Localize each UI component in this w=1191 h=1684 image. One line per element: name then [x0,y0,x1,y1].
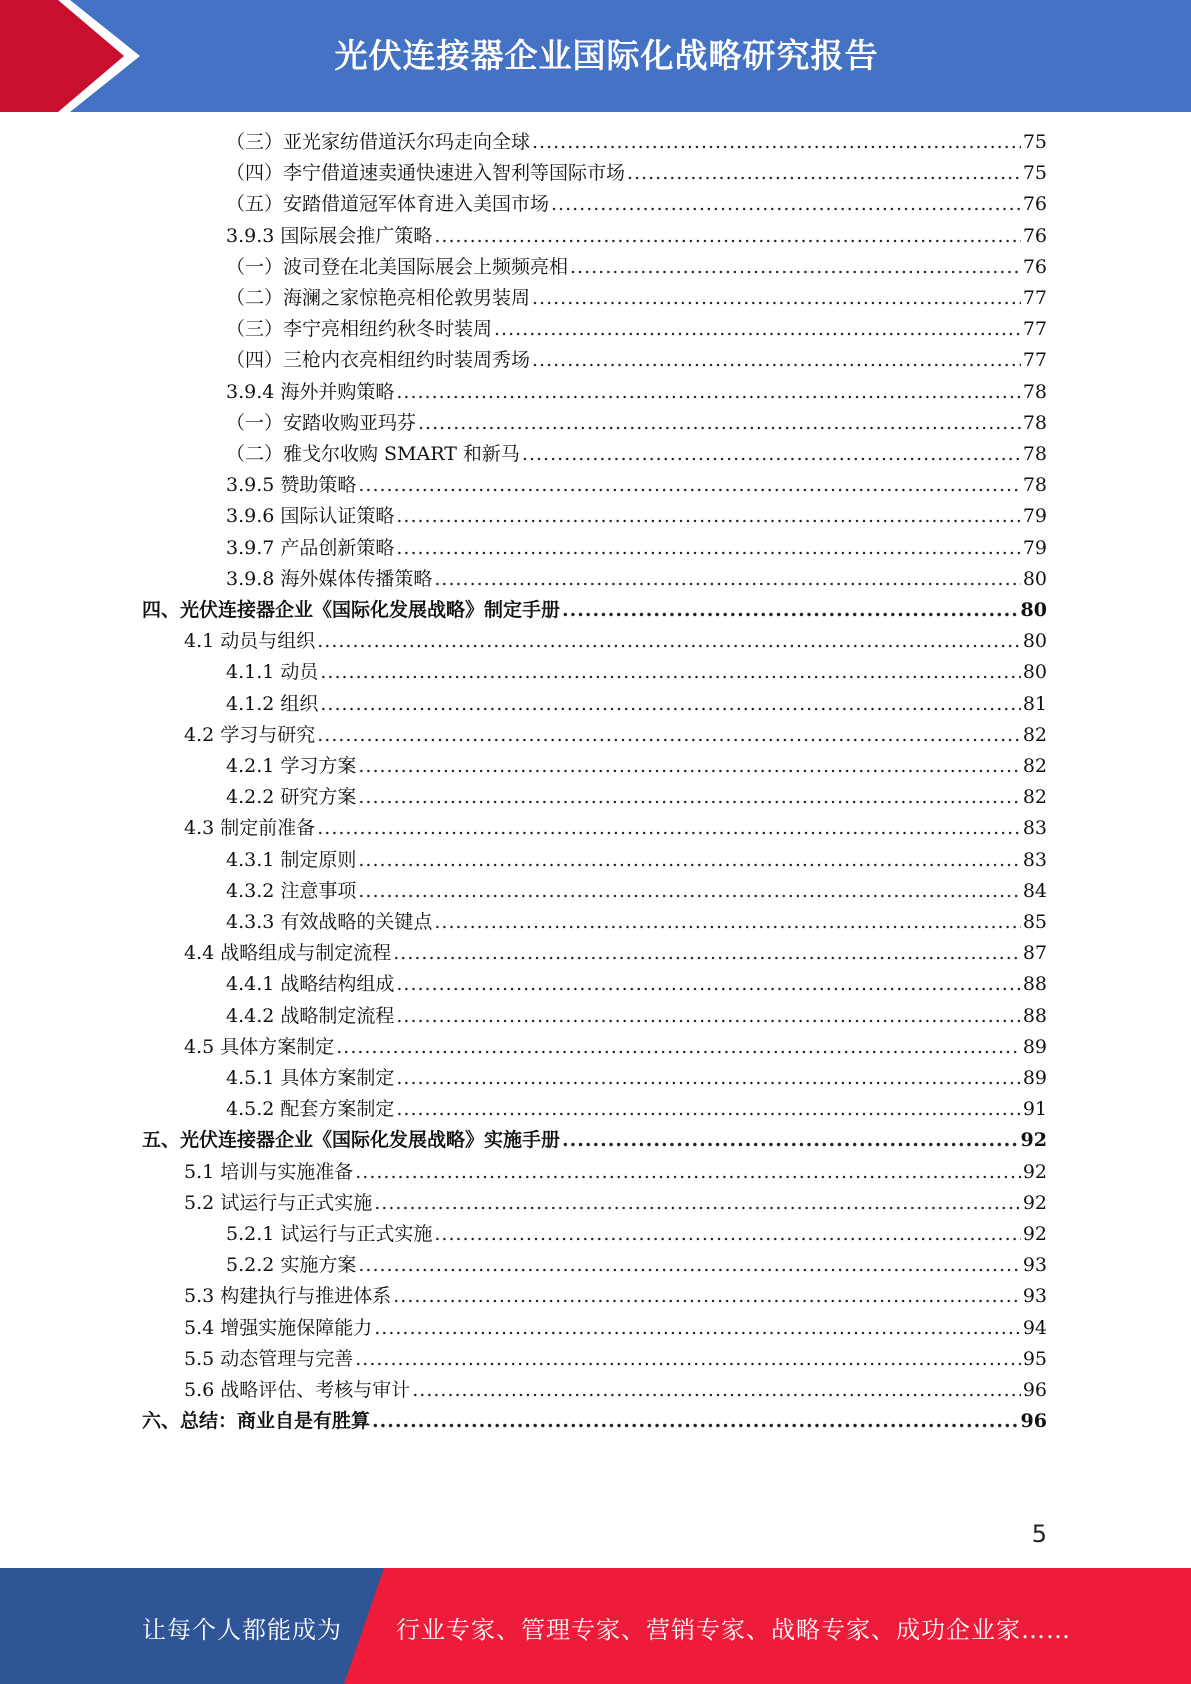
toc-dot-leader [418,408,1021,439]
toc-dot-leader [358,876,1020,907]
toc-entry[interactable] [184,720,1047,751]
toc-entry-label: 4.4 战略组成与制定流程 [184,942,392,965]
toc-entry-label: 5.5 动态管理与完善 [184,1347,354,1370]
toc-entry-label: 5.4 增强实施保障能力 [184,1316,373,1339]
toc-entry[interactable] [184,1375,1047,1406]
report-title: 光伏连接器企业国际化战略研究报告 [334,36,879,75]
toc-entry-label: 六、总结：商业自是有胜算 [142,1410,371,1433]
toc-entry-page: 77 [1022,349,1047,372]
toc-entry[interactable] [184,1157,1047,1188]
toc-entry-page: 78 [1022,411,1047,434]
toc-entry[interactable] [184,1344,1047,1375]
toc-entry[interactable] [226,283,1047,314]
toc-entry[interactable] [226,845,1047,876]
toc-entry-page: 80 [1022,567,1047,590]
toc-entry-label: 3.9.6 国际认证策略 [226,505,395,528]
toc-entry-label: 5.1 培训与实施准备 [184,1160,354,1183]
toc-entry-page: 94 [1022,1316,1047,1339]
toc-entry-label: 3.9.5 赞助策略 [226,474,357,497]
toc-dot-leader [374,1188,1021,1219]
toc-entry-page: 85 [1022,911,1047,933]
toc-entry-label: 4.2.1 学习方案 [226,755,357,777]
toc-dot-leader [434,907,1020,938]
toc-dot-leader [372,1406,1019,1437]
toc-entry[interactable] [226,189,1047,220]
toc-entry-label: 4.5.1 具体方案制定 [226,1067,395,1089]
toc-entry[interactable] [226,1094,1047,1125]
toc-dot-leader [532,283,1021,314]
toc-entry[interactable] [184,938,1047,969]
toc-dot-leader [355,1344,1021,1375]
toc-entry-page: 75 [1022,131,1047,153]
toc-dot-leader [396,533,1020,564]
toc-dot-leader [434,1219,1020,1250]
toc-entry[interactable] [184,1313,1047,1344]
toc-entry-label: 3.9.3 国际展会推广策略 [226,224,433,247]
toc-dot-leader [320,657,1020,688]
toc-entry-page: 80 [1022,661,1047,684]
toc-entry-page: 92 [1022,1223,1047,1245]
toc-entry[interactable] [226,564,1047,595]
toc-dot-leader [551,189,1021,220]
toc-entry[interactable] [226,252,1047,283]
toc-entry[interactable] [226,782,1047,813]
toc-entry[interactable] [226,1001,1047,1032]
page-header [0,0,1191,112]
toc-dot-leader [434,564,1020,595]
toc-entry-page: 96 [1022,1379,1047,1401]
toc-entry-page: 93 [1022,1285,1047,1308]
toc-dot-leader [396,1063,1020,1094]
toc-entry-label: （二）海澜之家惊艳亮相伦敦男装周 [226,287,531,309]
toc-entry-label: 4.5 具体方案制定 [184,1035,335,1058]
toc-entry-label: 4.4.1 战略结构组成 [226,973,395,996]
toc-entry-page: 76 [1022,255,1047,278]
toc-entry-label: 4.2 学习与研究 [184,723,316,746]
toc-entry-page: 76 [1022,193,1047,216]
toc-dot-leader [393,1281,1021,1312]
toc-entry[interactable] [226,1250,1047,1281]
toc-dot-leader [396,969,1020,1000]
toc-entry-label: 3.9.7 产品创新策略 [226,536,395,559]
toc-dot-leader [317,813,1021,844]
toc-entry-page: 95 [1022,1347,1047,1370]
toc-entry[interactable] [226,470,1047,501]
toc-entry-page: 92 [1022,1191,1047,1214]
toc-dot-leader [355,1157,1021,1188]
toc-entry-label: 3.9.4 海外并购策略 [226,380,395,403]
toc-entry-page: 87 [1022,942,1047,965]
toc-entry-page: 92 [1022,1160,1047,1183]
toc-entry[interactable] [226,501,1047,532]
toc-entry-page: 80 [1020,599,1047,621]
footer-slogan-right: 行业专家、管理专家、营销专家、战略专家、成功企业家…… [396,1616,1071,1644]
page-number: 5 [1031,1520,1047,1548]
toc-entry[interactable] [226,1063,1047,1094]
toc-dot-leader [396,1001,1020,1032]
toc-entry-label: 4.3 制定前准备 [184,817,316,840]
toc-entry-page: 75 [1022,162,1047,185]
toc-entry-label: （四）李宁借道速卖通快速进入智利等国际市场 [226,162,626,185]
toc-entry[interactable] [184,1188,1047,1219]
toc-entry-label: 5.3 构建执行与推进体系 [184,1285,392,1308]
toc-entry[interactable] [142,1125,1047,1156]
toc-dot-leader [374,1313,1021,1344]
toc-entry-label: （三）亚光家纺借道沃尔玛走向全球 [226,131,531,153]
toc-entry[interactable] [184,1032,1047,1063]
toc-entry-label: 4.5.2 配套方案制定 [226,1098,395,1121]
toc-entry-page: 80 [1022,630,1047,653]
toc-dot-leader [336,1032,1021,1063]
toc-entry[interactable] [226,969,1047,1000]
toc-entry-page: 77 [1022,287,1047,309]
toc-entry-page: 82 [1022,786,1047,809]
toc-dot-leader [358,1250,1020,1281]
toc-entry-label: （三）李宁亮相纽约秋冬时装周 [226,318,493,341]
toc-entry-page: 91 [1022,1098,1047,1121]
toc-entry[interactable] [226,533,1047,564]
toc-entry-label: 4.3.2 注意事项 [226,879,357,902]
toc-entry-page: 79 [1022,505,1047,528]
toc-entry-page: 78 [1022,474,1047,497]
toc-entry-label: （一）波司登在北美国际展会上频频亮相 [226,255,569,278]
toc-entry[interactable] [226,314,1047,345]
toc-entry[interactable] [226,907,1047,938]
toc-entry-page: 78 [1022,380,1047,403]
toc-entry-page: 77 [1022,318,1047,341]
toc-dot-leader [412,1375,1021,1406]
toc-entry-label: 3.9.8 海外媒体传播策略 [226,567,433,590]
toc-entry[interactable] [184,813,1047,844]
toc-entry[interactable] [226,408,1047,439]
toc-dot-leader [358,782,1020,813]
toc-dot-leader [358,845,1020,876]
toc-dot-leader [570,252,1021,283]
toc-dot-leader [396,1094,1020,1125]
toc-dot-leader [317,720,1021,751]
toc-entry-label: 5.2.2 实施方案 [226,1254,357,1277]
toc-entry-label: 4.4.2 战略制定流程 [226,1004,395,1027]
toc-entry-label: 4.2.2 研究方案 [226,786,357,809]
toc-entry-page: 92 [1020,1129,1047,1152]
toc-entry-page: 89 [1022,1067,1047,1089]
toc-entry-page: 88 [1022,973,1047,996]
toc-entry-label: （四）三枪内衣亮相纽约时装周秀场 [226,349,531,372]
toc-entry-page: 83 [1022,817,1047,840]
toc-entry-label: （一）安踏收购亚玛芬 [226,411,417,434]
toc-dot-leader [317,626,1021,657]
toc-entry[interactable] [226,657,1047,688]
toc-entry-label: （五）安踏借道冠军体育进入美国市场 [226,193,550,216]
toc-entry-page: 81 [1022,692,1047,715]
toc-dot-leader [396,501,1020,532]
toc-entry-page: 84 [1022,879,1047,902]
toc-entry-page: 88 [1022,1004,1047,1027]
toc-entry-page: 82 [1022,723,1047,746]
toc-entry[interactable] [226,1219,1047,1250]
toc-entry-label: 4.3.3 有效战略的关键点 [226,911,433,933]
toc-dot-leader [320,689,1020,720]
toc-entry[interactable] [184,626,1047,657]
toc-entry-label: 4.1.2 组织 [226,692,319,715]
toc-entry[interactable] [142,595,1047,626]
toc-entry-page: 96 [1020,1410,1047,1433]
toc-entry-label: 4.1.1 动员 [226,661,319,684]
toc-dot-leader [532,345,1021,376]
toc-entry-label: 5.2.1 试运行与正式实施 [226,1223,433,1245]
toc-entry-label: 5.6 战略评估、考核与审计 [184,1379,411,1401]
toc-entry-label: 五、光伏连接器企业《国际化发展战略》实施手册 [142,1129,561,1152]
toc-entry[interactable] [226,127,1047,158]
page-footer [0,1568,1191,1684]
toc-dot-leader [532,127,1021,158]
toc-entry[interactable] [184,1281,1047,1312]
toc-entry-label: 5.2 试运行与正式实施 [184,1191,373,1214]
toc-entry-page: 79 [1022,536,1047,559]
toc-entry[interactable] [226,345,1047,376]
toc-dot-leader [562,1125,1019,1156]
toc-dot-leader [358,470,1020,501]
toc-entry-page: 89 [1022,1035,1047,1058]
toc-dot-leader [358,751,1020,782]
toc-entry[interactable] [226,221,1047,252]
toc-dot-leader [396,377,1020,408]
toc-entry-label: 4.3.1 制定原则 [226,848,357,871]
toc-dot-leader [562,595,1019,626]
toc-entry-page: 83 [1022,848,1047,871]
toc-entry-page: 93 [1022,1254,1047,1277]
toc-entry[interactable] [142,1406,1047,1437]
footer-slogan-left: 让每个人都能成为 [142,1616,342,1644]
toc-entry[interactable] [226,876,1047,907]
toc-dot-leader [393,938,1021,969]
toc-entry-page: 76 [1022,224,1047,247]
toc-dot-leader [494,314,1021,345]
toc-entry-label: 四、光伏连接器企业《国际化发展战略》制定手册 [142,599,561,621]
toc-entry-label: （二）雅戈尔收购 SMART 和新马 [226,443,520,465]
toc-entry-page: 82 [1022,755,1047,777]
toc-dot-leader [522,439,1021,470]
toc-dot-leader [434,221,1020,252]
toc-dot-leader [627,158,1021,189]
toc-entry[interactable] [226,751,1047,782]
toc-entry-label: 4.1 动员与组织 [184,630,316,653]
toc-entry[interactable] [226,439,1047,470]
toc-entry[interactable] [226,689,1047,720]
toc-entry[interactable] [226,377,1047,408]
toc-entry[interactable] [226,158,1047,189]
toc-entry-page: 78 [1022,443,1047,465]
